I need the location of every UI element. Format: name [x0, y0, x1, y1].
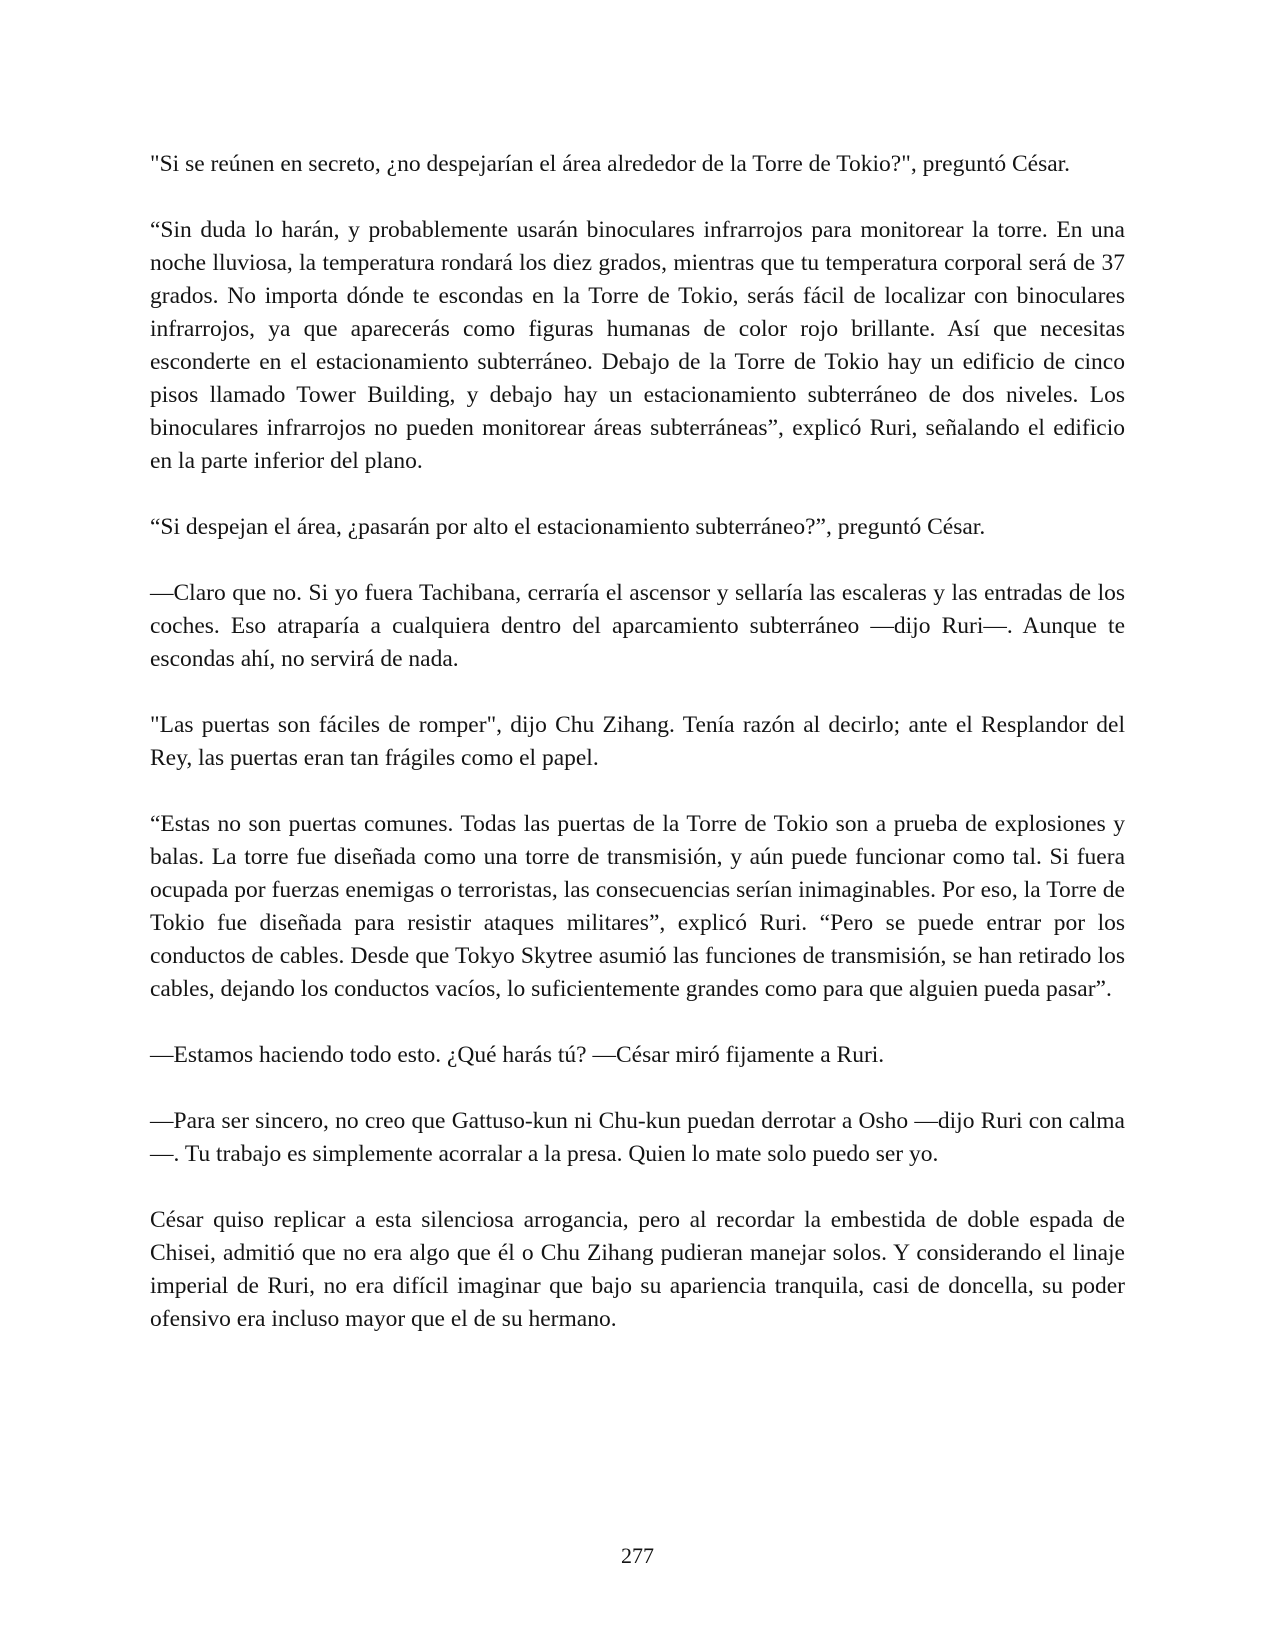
paragraph: —Para ser sincero, no creo que Gattuso-kun ni Chu-kun puedan derrotar a Osho —dijo Ruri con calma—. Tu trabajo es simplemente acorralar a la presa. Quien lo mate solo puedo ser yo. [150, 1108, 1125, 1167]
paragraph: —Estamos haciendo todo esto. ¿Qué harás tú? —César miró fijamente a Ruri. [150, 1042, 885, 1068]
paragraph: "Las puertas son fáciles de romper", dijo Chu Zihang. Tenía razón al decirlo; ante el Resplandor del Rey, las puertas eran tan frágiles como el papel. [150, 712, 1125, 771]
body-text [150, 148, 1125, 1369]
paragraph: "Si se reúnen en secreto, ¿no despejarían el área alrededor de la Torre de Tokio?", preguntó César. [150, 151, 1071, 177]
paragraph: “Estas no son puertas comunes. Todas las puertas de la Torre de Tokio son a prueba de explosiones y balas. La torre fue diseñada como una torre de transmisión, y aún puede funcionar como tal. Si fuera ocupada por fuerzas enemigas o terroristas, las consecuencias serían inimaginables. Por eso, la Torre de Tokio fue diseñada para resistir ataques militares”, explicó Ruri. “Pero se puede entrar por los conductos de cables. Desde que Tokyo Skytree asumió las funciones de transmisión, se han retirado los cables, dejando los conductos vacíos, lo suficientemente grandes como para que alguien pueda pasar”. [150, 811, 1125, 1002]
paragraph: —Claro que no. Si yo fuera Tachibana, cerraría el ascensor y sellaría las escaleras y las entradas de los coches. Eso atraparía a cualquiera dentro del aparcamiento subterráneo —dijo Ruri—. Aunque te escondas ahí, no servirá de nada. [150, 580, 1125, 672]
paragraph: “Sin duda lo harán, y probablemente usarán binoculares infrarrojos para monitorear la torre. En una noche lluviosa, la temperatura rondará los diez grados, mientras que tu temperatura corporal será de 37 grados. No importa dónde te escondas en la Torre de Tokio, serás fácil de localizar con binoculares infrarrojos, ya que aparecerás como figuras humanas de color rojo brillante. Así que necesitas esconderte en el estacionamiento subterráneo. Debajo de la Torre de Tokio hay un edificio de cinco pisos llamado Tower Building, y debajo hay un estacionamiento subterráneo de dos niveles. Los binoculares infrarrojos no pueden monitorear áreas subterráneas”, explicó Ruri, señalando el edificio en la parte inferior del plano. [150, 217, 1125, 474]
paragraph: César quiso replicar a esta silenciosa arrogancia, pero al recordar la embestida de doble espada de Chisei, admitió que no era algo que él o Chu Zihang pudieran manejar solos. Y considerando el linaje imperial de Ruri, no era difícil imaginar que bajo su apariencia tranquila, casi de doncella, su poder ofensivo era incluso mayor que el de su hermano. [150, 1207, 1125, 1332]
page-number: 277 [621, 1543, 654, 1568]
paragraph: “Si despejan el área, ¿pasarán por alto el estacionamiento subterráneo?”, preguntó César. [150, 514, 986, 540]
